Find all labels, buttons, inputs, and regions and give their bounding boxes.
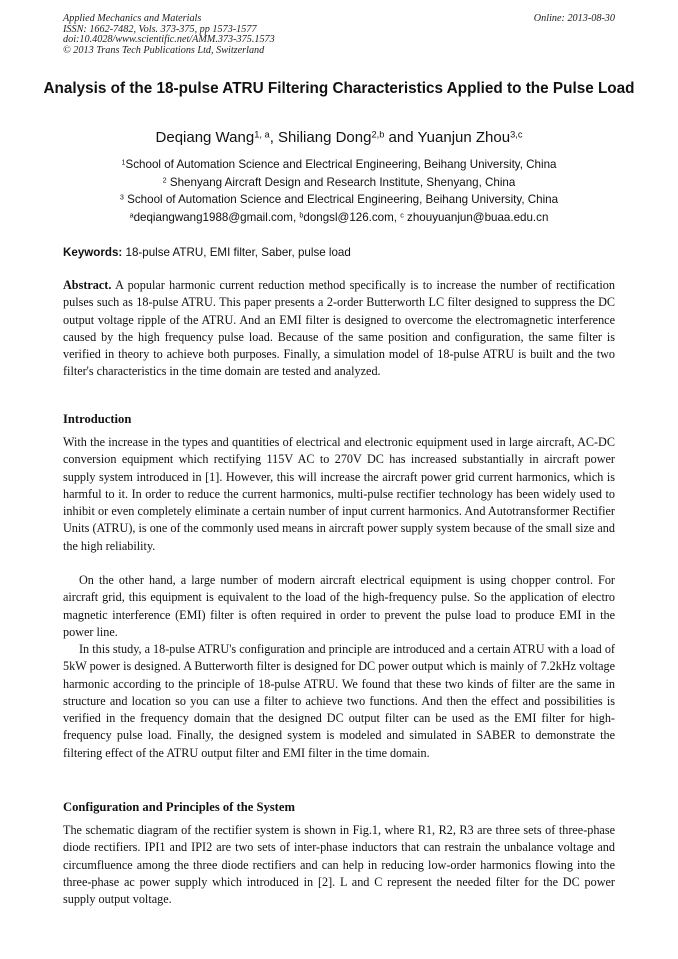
author-affil-mark: 1, a [254,129,270,140]
keywords-text: 18-pulse ATRU, EMI filter, Saber, pulse load [122,246,351,259]
email-text: zhouyuanjun@buaa.edu.cn [403,210,549,224]
keywords-label: Keywords: [63,246,123,259]
email-mark: c [400,210,404,220]
email-line [40,209,638,227]
affil-mark: 1 [121,157,126,167]
affil-mark: 3 [119,192,124,202]
paper-title: Analysis of the 18-pulse ATRU Filtering Characteristics Applied to the Pulse Load [43,80,635,97]
section-heading-configuration: Configuration and Principles of the System [63,800,295,814]
section-heading-introduction: Introduction [63,412,132,426]
author-list [40,129,638,147]
author-name: Yuanjun Zhou [417,129,511,146]
body-paragraph: On the other hand, a large number of modern aircraft electrical equipment is using chopper control. For aircraft grid, this equipment is equivalent to the load of the high-frequency pulse. So the application of electro magnetic interference (EMI) filter is often required in order to prevent the pulse load to produce EMI in the power line. [63,573,615,639]
email-mark: a [129,210,134,220]
affiliation-line [40,156,638,174]
body-paragraph: The schematic diagram of the rectifier system is shown in Fig.1, where R1, R2, R3 are three sets of three-phase diode rectifiers. IPI1 and IPI2 are two sets of inter-phase inductors that can restrain the unbalance voltage and circumfluence among the three diode rectifiers and can help in reducing low-order harmonics flowing into the three-phase ac power supply which introduced in [2]. L and C represent the needed filter for the DC power supply output voltage. [63,823,615,907]
author-affil-mark: 3,c [510,129,523,140]
email-mark: b [299,210,304,220]
keywords [63,246,615,260]
online-date: Online: 2013-08-30 [533,13,615,24]
author-name: Shiliang Dong [278,129,372,146]
journal-header [63,14,615,56]
journal-name: Applied Mechanics and Materials [63,13,202,24]
doi: doi:10.4028/www.scientific.net/AMM.373-375.1573 [63,34,275,46]
affiliation-text: School of Automation Science and Electrical Engineering, Beihang University, China [123,193,559,207]
copyright: © 2013 Trans Tech Publications Ltd, Switzerland [63,44,265,56]
abstract-label: Abstract. [63,278,112,292]
email-text: deqiangwang1988@gmail.com, [133,210,300,224]
email-text: dongsl@126.com, [303,210,401,224]
affiliations [40,156,638,226]
author-separator: and [384,129,418,146]
issn: ISSN: 1662-7482, Vols. 373-375, pp 1573-1577 [63,23,257,35]
abstract [63,277,615,381]
abstract-text: A popular harmonic current reduction method specifically is to increase the number of rectification pulses such as 18-pulse ATRU. This paper presents a 2-order Butterworth LC filter designed to suppress the DC output voltage ripple of the ATRU. And an EMI filter is designed to overcome the electromagnetic interference caused by the high frequency pulse load. Because of the same position and configuration, the same filter is verified in theory to achieve both purposes. Finally, a simulation model of 18-pulse ATRU is built and the two filter's characteristics in the time domain are tested and analyzed. [63,278,615,379]
author-affil-mark: 2,b [371,129,385,140]
affiliation-line [40,191,638,209]
author-name: Deqiang Wang [155,129,255,146]
body-paragraph: With the increase in the types and quantities of electrical and electronic equipment used in large aircraft, AC-DC conversion equipment which rectifying 115V AC to 270V DC has increased substantially in aircraft power supply system introduced in [1]. However, this will increase the aircraft power grid current harmonics, which is harmful to it. In order to reduce the current harmonics, multi-pulse rectifier technology has been widely used to inhibit or even completely eliminate a certain number of input current harmonics. And Autotransformer Rectifier Units (ATRU), is one of the commonly used means in aircraft power supply system because of the small size and the high reliability. [63,435,615,553]
affiliation-line [40,174,638,192]
author-separator: , [269,129,279,146]
affil-mark: 2 [162,175,167,184]
affiliation-text: Shenyang Aircraft Design and Research Institute, Shenyang, China [166,175,516,189]
body-paragraph: In this study, a 18-pulse ATRU's configuration and principle are introduced and a certain ATRU with a load of 5kW power is designed. A Butterworth filter is designed for DC power output which is mainly of 7.2kHz voltage harmonic according to the principle of 18-pulse ATRU. We found that these two kinds of filter are the same in structure and location so you can use a filter to achieve two functions. And then the effect and possibilities is verified in the frequency domain that the designed DC output filter can be used as the EMI filter for high-frequency pulse load. Finally, the designed system is modeled and simulated in SABER to demonstrate the filtering effect of the ATRU output filter and EMI filter in the time domain. [63,642,615,760]
affiliation-text: School of Automation Science and Electrical Engineering, Beihang University, China [125,158,557,171]
